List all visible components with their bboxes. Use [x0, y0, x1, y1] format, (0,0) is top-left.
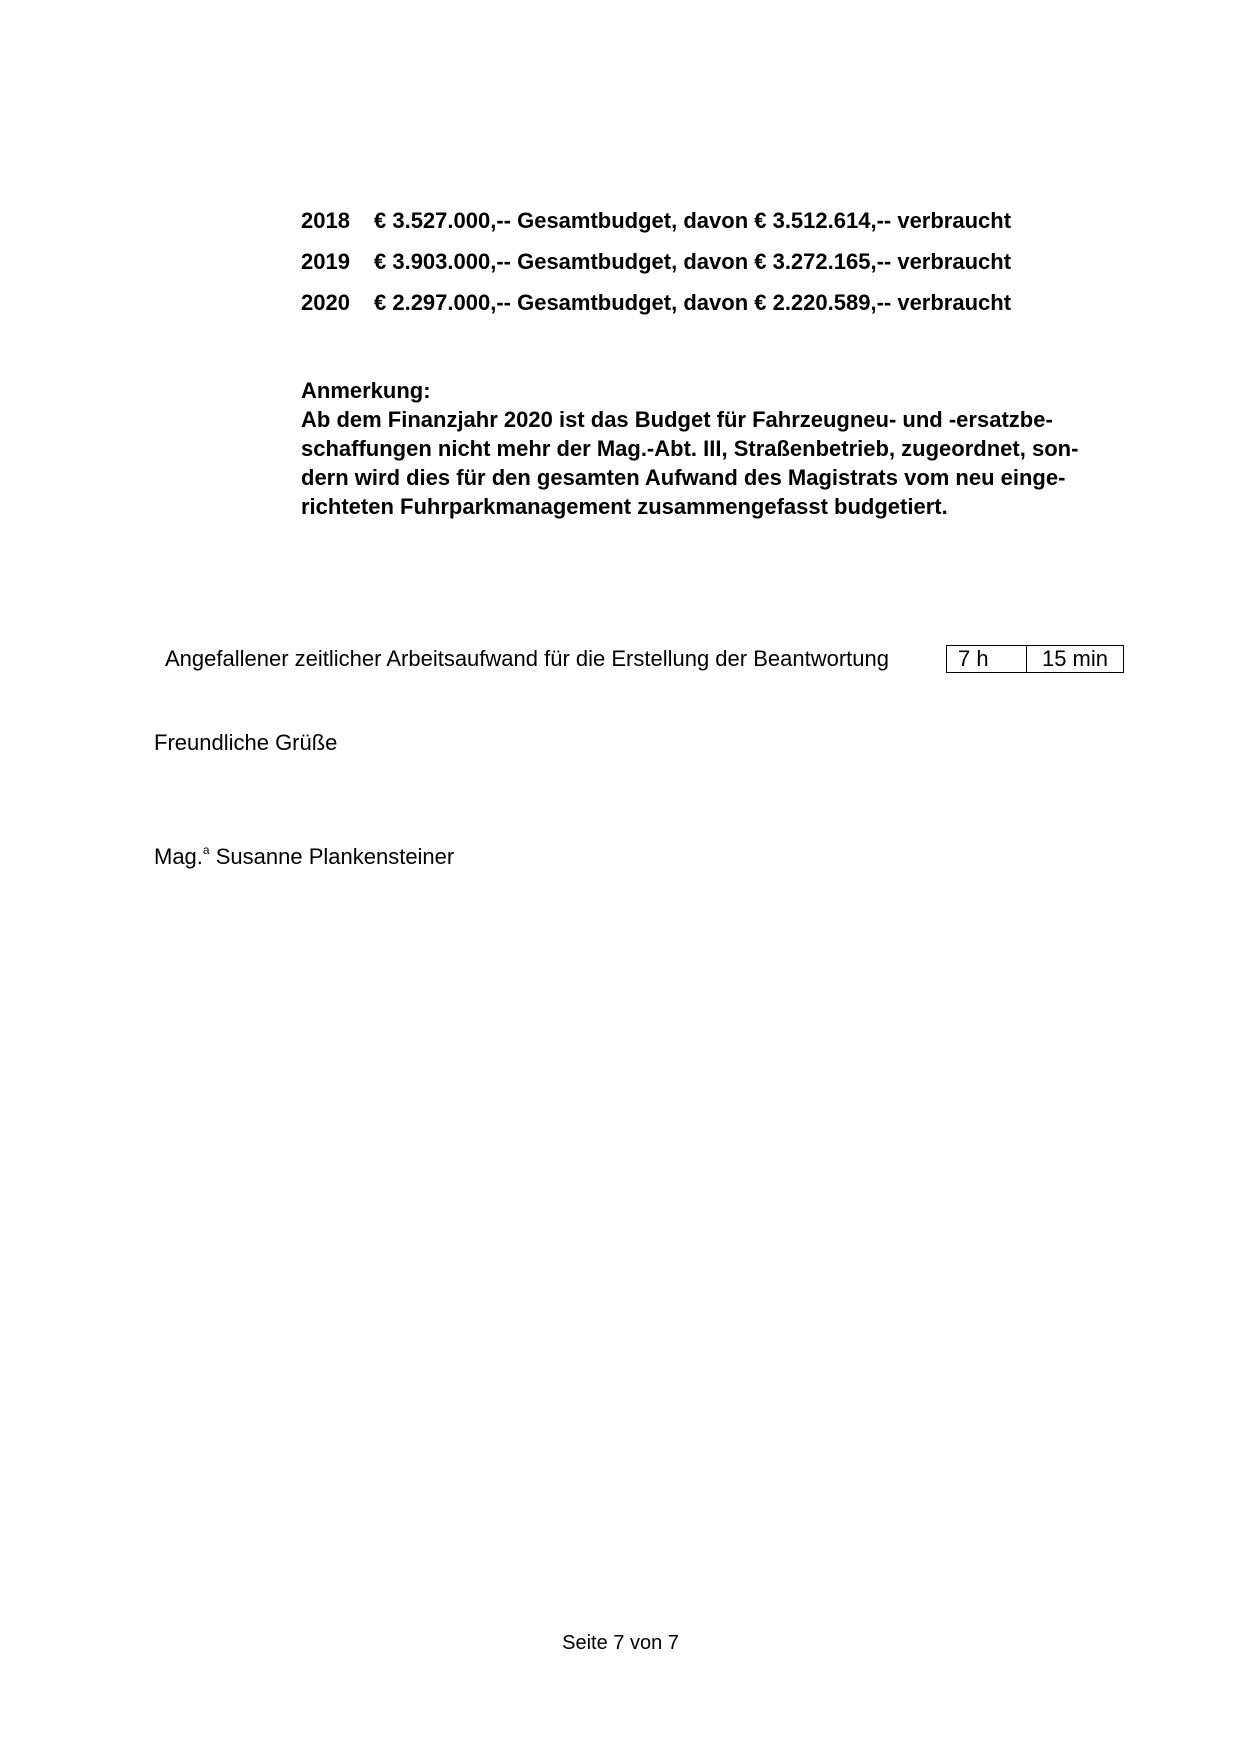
effort-minutes: 15 min [1041, 646, 1109, 671]
budget-text: € 3.527.000,-- Gesamtbudget, davon € 3.512.614,-- verbraucht [374, 208, 1012, 233]
note-block [301, 376, 1131, 521]
signature [154, 842, 454, 872]
budget-row-2018 [301, 206, 1101, 247]
note-line: richteten Fuhrparkmanagement zusammengefasst budgetiert. [301, 494, 948, 519]
note-line: schaffungen nicht mehr der Mag.-Abt. III, Straßenbetrieb, zugeordnet, son- [301, 436, 1079, 461]
budget-year: 2018 [301, 208, 350, 233]
budget-year: 2019 [301, 249, 350, 274]
budget-year: 2020 [301, 290, 350, 315]
effort-label: Angefallener zeitlicher Arbeitsaufwand für die Erstellung der Beantwortung [165, 646, 889, 671]
greeting: Freundliche Grüße [154, 730, 338, 755]
signature-title-sup: a [202, 843, 210, 857]
effort-hours: 7 h [947, 646, 1027, 672]
effort-row [165, 644, 1125, 674]
note-line: Ab dem Finanzjahr 2020 ist das Budget für Fahrzeugneu- und -ersatzbe- [301, 407, 1053, 432]
budget-row-2020 [301, 288, 1101, 329]
note-line: dern wird dies für den gesamten Aufwand des Magistrats vom neu einge- [301, 465, 1066, 490]
effort-box [946, 645, 1124, 673]
note-heading: Anmerkung: [301, 378, 431, 403]
page-number: Seite 7 von 7 [562, 1632, 679, 1654]
budget-text: € 3.903.000,-- Gesamtbudget, davon € 3.272.165,-- verbraucht [374, 249, 1012, 274]
budget-row-2019 [301, 247, 1101, 288]
signature-title: Mag. [154, 844, 203, 869]
budget-list [301, 206, 1101, 329]
budget-text: € 2.297.000,-- Gesamtbudget, davon € 2.220.589,-- verbraucht [374, 290, 1012, 315]
signature-name: Susanne Plankensteiner [215, 844, 455, 869]
